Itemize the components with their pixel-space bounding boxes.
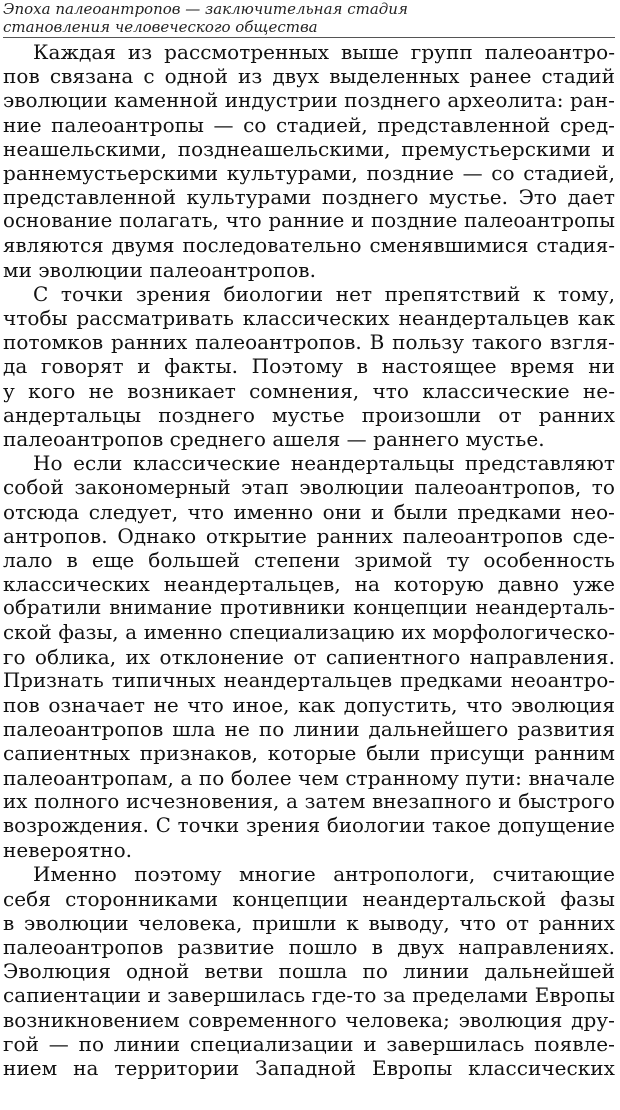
text-line: нием на территории Западной Европы классических (3, 1055, 615, 1080)
text-line: потомков ранних палеоантропов. В пользу такого взгля- (3, 330, 615, 355)
text-line: собой закономерный этап эволюции палеоантропов, то (3, 475, 615, 500)
text-line: Каждая из рассмотренных выше групп палеоантро- (33, 40, 615, 64)
text-line: пов означает не что иное, как допустить, что эволюция (3, 693, 615, 718)
text-line: палеоантропов среднего ашеля — раннего мустье. (3, 427, 545, 451)
text-line: раннемустьерскими культурами, поздние — со стадией, (3, 160, 615, 185)
running-header-line: становления человеческого общества (3, 18, 318, 36)
text-line: ние палеоантропы — со стадией, представленной сред- (3, 112, 615, 137)
text-line: невероятно. (3, 838, 133, 863)
text-line: обратили внимание противники концепции неандерталь- (3, 596, 615, 620)
text-line: неашельскими, позднеашельскими, премустьерскими и (3, 136, 615, 161)
text-line: отсюда следует, что именно они и были предками нео- (3, 499, 615, 524)
text-line: чтобы рассматривать классических неандертальцев как (3, 306, 615, 331)
text-line: классических неандертальцев, на которую давно уже (3, 572, 615, 597)
text-line: сапиентации и завершилась где-то за пределами Европы (3, 983, 615, 1008)
text-line: возникновением современного человека; эволюция дру- (3, 1007, 615, 1032)
text-line: ской фазы, а именно специализацию их морфологическо- (3, 620, 615, 644)
text-line: лало в еще большей степени зримой ту особенность (3, 547, 615, 572)
text-line: их полного исчезновения, а затем внезапного и быстрого (3, 789, 615, 813)
text-line: андертальцы позднего мустье произошли от ранних (3, 402, 615, 427)
text-line: палеоантропов шла не по линии дальнейшего развития (3, 717, 615, 742)
text-line: сапиентных признаков, которые были присущи ранним (3, 741, 615, 766)
text-line: С точки зрения биологии нет препятствий к тому, (33, 281, 615, 306)
text-line: в эволюции человека, пришли к выводу, что от ранних (3, 910, 615, 935)
running-header (3, 0, 615, 38)
text-line: антропов. Однако открытие ранних палеоантропов сде- (3, 523, 615, 548)
text-line: являются двумя последовательно сменявшимися стадия- (3, 233, 615, 257)
text-line: пов связана с одной из двух выделенных ранее стадий (3, 64, 615, 89)
text-line: гой — по линии специализации и завершилась появле- (3, 1031, 615, 1056)
text-line: возрождения. С точки зрения биологии такое допущение (3, 814, 615, 837)
text-line: у кого не возникает сомнения, что классические не- (3, 378, 615, 403)
text-line: го облика, их отклонение от сапиентного направления. (3, 644, 615, 669)
text-line: Именно поэтому многие антропологи, считающие (33, 862, 615, 887)
text-line: палеоантропам, а по более чем странному пути: вначале (3, 765, 615, 790)
text-line: основание полагать, что ранние и поздние палеоантропы (3, 209, 615, 233)
text-line: ми эволюции палеоантропов. (3, 257, 317, 282)
text-line: да говорят и факты. Поэтому в настоящее время ни (3, 354, 615, 379)
body-text (3, 40, 615, 1080)
text-line: Но если классические неандертальцы представляют (33, 451, 615, 476)
text-line: представленной культурами позднего мустье. Это дает (3, 185, 615, 210)
text-line: Признать типичных неандертальцев предками неоантро- (3, 668, 615, 692)
text-line: палеоантропов развитие пошло в двух направлениях. (3, 934, 615, 959)
text-line: эволюции каменной индустрии позднего археолита: ран- (3, 88, 615, 113)
text-line: Эволюция одной ветви пошла по линии дальнейшей (3, 959, 615, 984)
text-line: себя сторонниками концепции неандертальской фазы (3, 886, 615, 911)
running-header-line: Эпоха палеоантропов — заключительная стадия (3, 0, 408, 18)
